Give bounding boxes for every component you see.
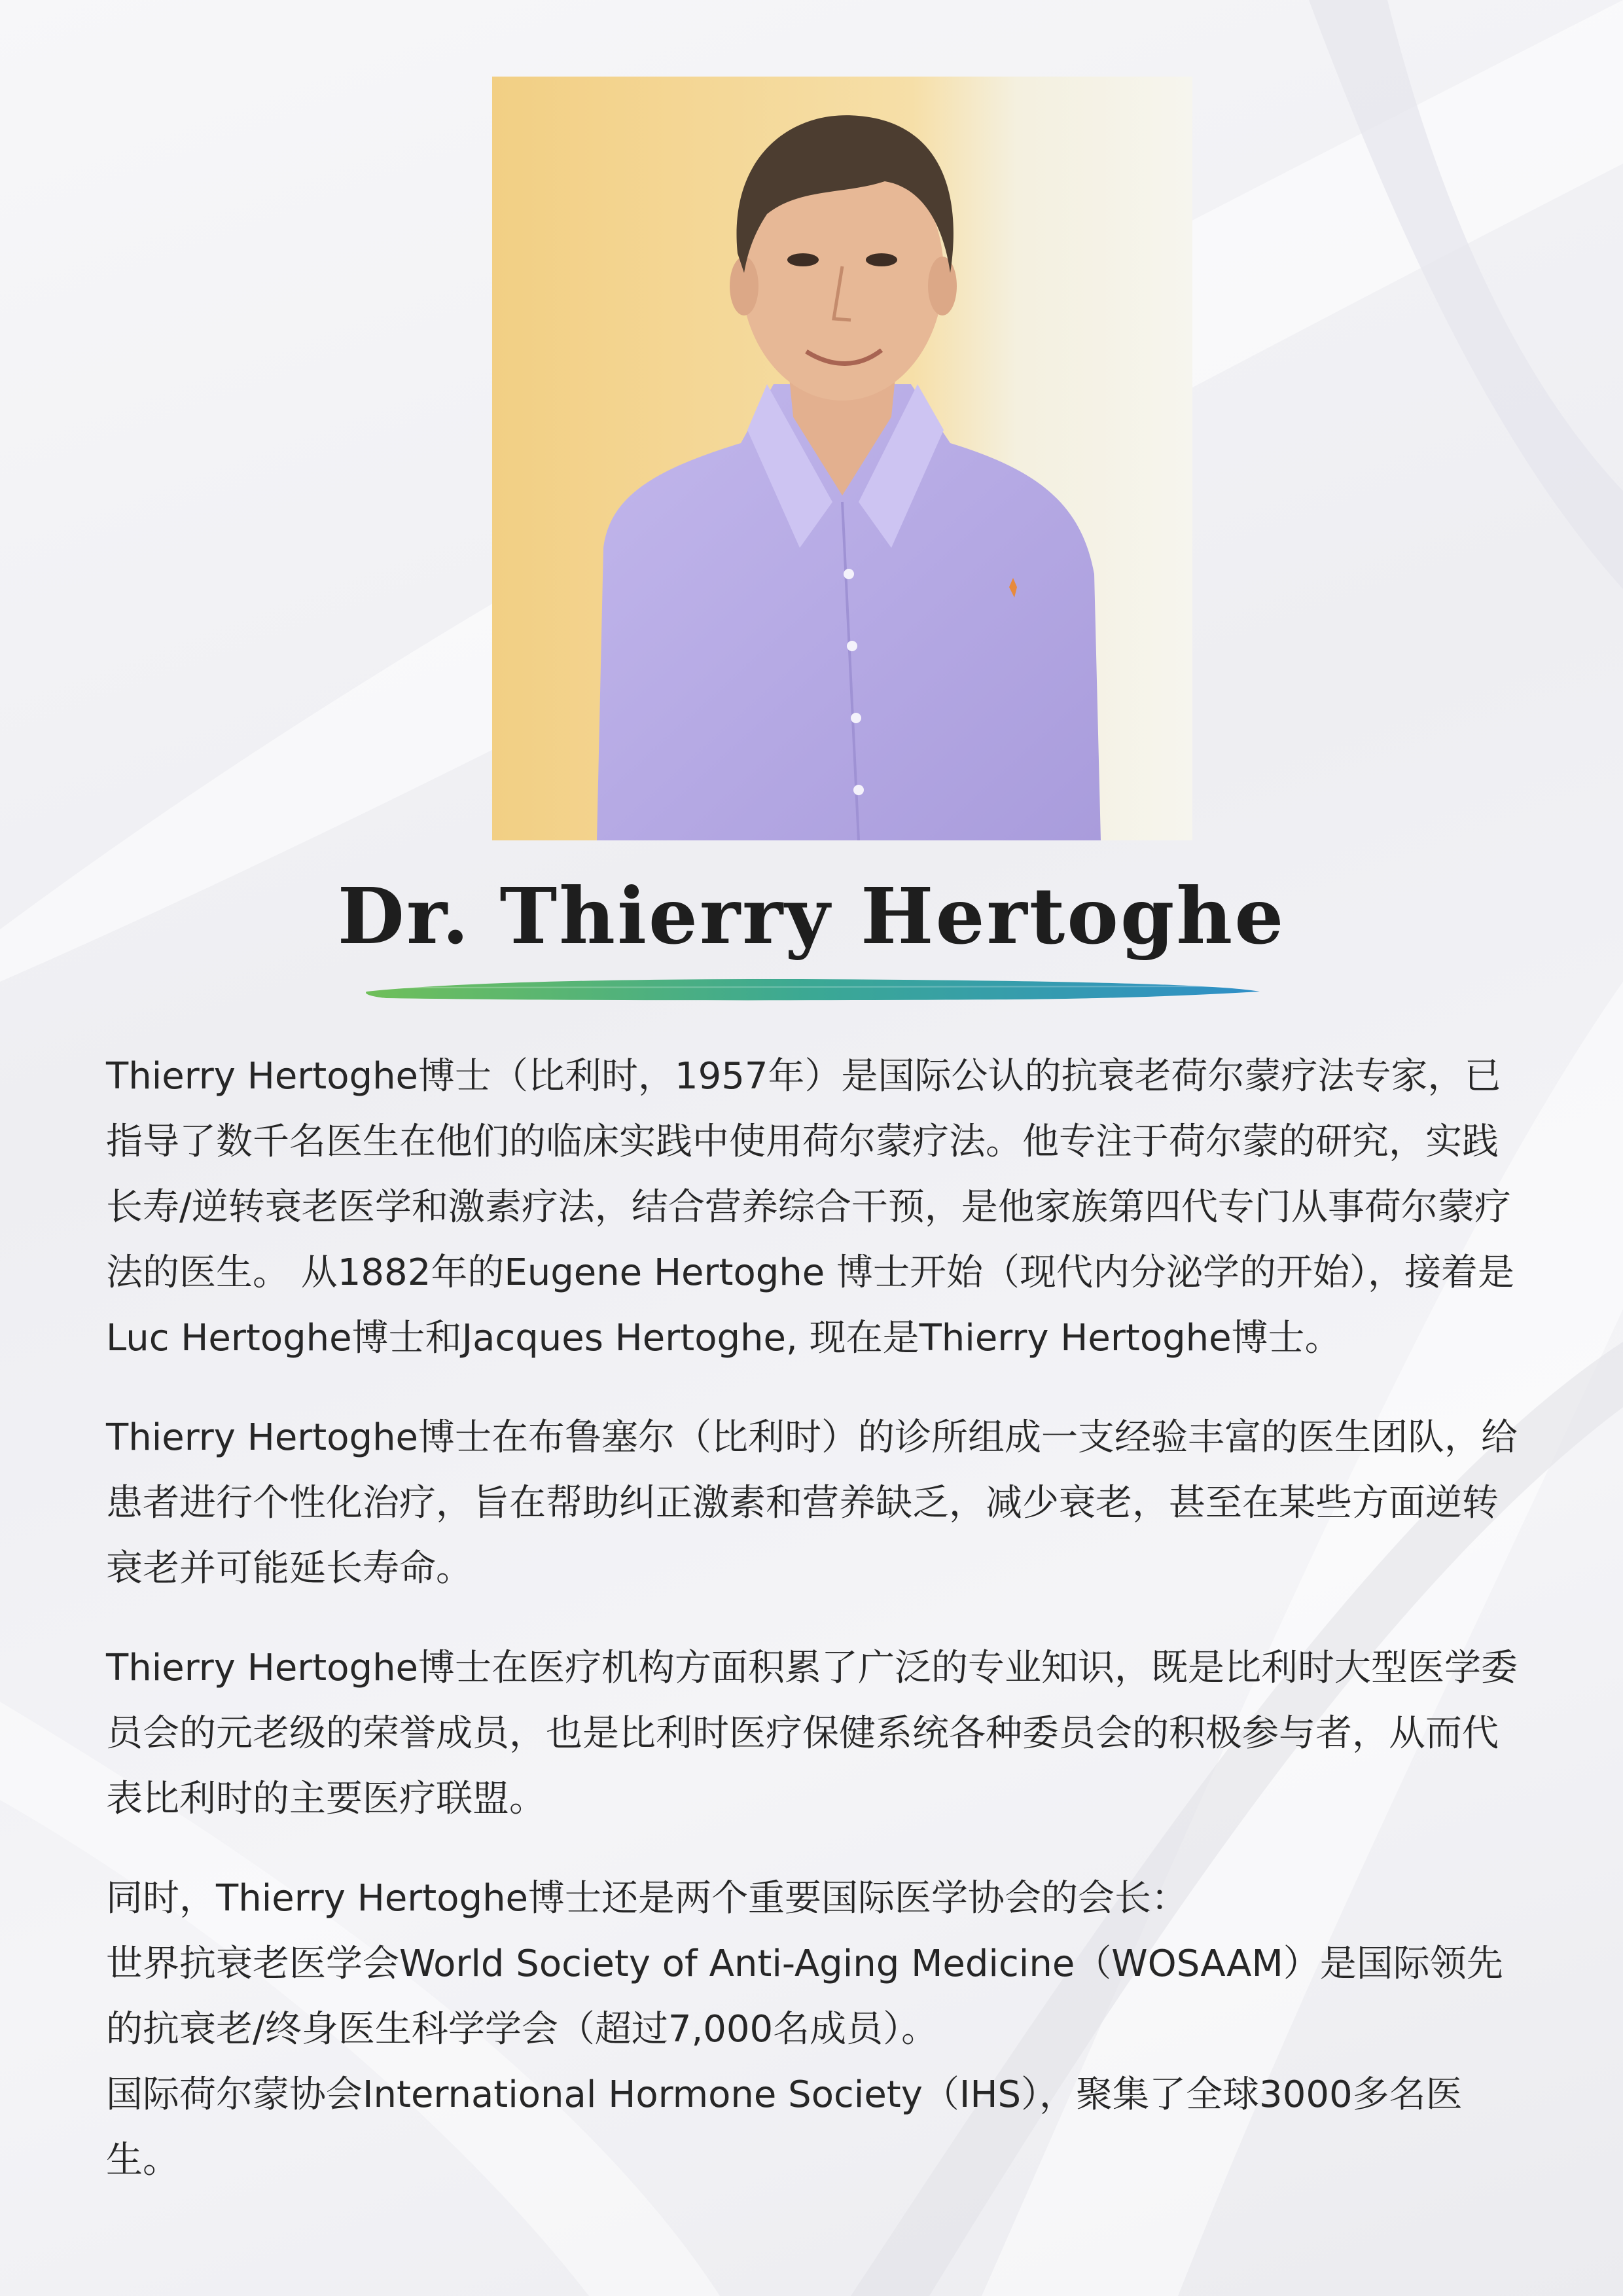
- bio-association-ihs: 国际荷尔蒙协会International Hormone Society（IHS），聚集了全球3000多名医生。: [106, 2073, 1463, 2181]
- bio-paragraph-2: Thierry Hertoghe博士在布鲁塞尔（比利时）的诊所组成一支经验丰富的医生团队，给患者进行个性化治疗，旨在帮助纠正激素和营养缺乏，减少衰老，甚至在某些方面逆转衰老并可能延长寿命。: [106, 1416, 1518, 1590]
- bio-paragraph-4: [106, 1866, 1526, 2193]
- brush-stroke-divider: [360, 972, 1263, 1005]
- portrait-photo: [492, 77, 1192, 840]
- person-name: Dr. Thierry Hertoghe: [337, 870, 1286, 961]
- biography: [106, 1044, 1526, 2193]
- bio-paragraph-3: Thierry Hertoghe博士在医疗机构方面积累了广泛的专业知识，既是比利时大型医学委员会的元老级的荣誉成员，也是比利时医疗保健系统各种委员会的积极参与者，从而代表比利时的主要医疗联盟。: [106, 1647, 1518, 1820]
- bio-paragraph-1: Thierry Hertoghe博士（比利时，1957年）是国际公认的抗衰老荷尔蒙疗法专家，已指导了数千名医生在他们的临床实践中使用荷尔蒙疗法。他专注于荷尔蒙的研究，实践长寿/逆转衰老医学和激素疗法，结合营养综合干预，是他家族第四代专门从事荷尔蒙疗法的医生。 从1882年的Eugene Hertoghe 博士开始（现代内分泌学的开始），接着是Luc Hertoghe博士和Jacques Hertoghe, 现在是Thierry Hertoghe博士。: [106, 1055, 1515, 1359]
- bio-associations-intro: 同时，Thierry Hertoghe博士还是两个重要国际医学协会的会长：: [106, 1877, 1188, 1920]
- bio-association-wosaam: 世界抗衰老医学会World Society of Anti-Aging Medicine（WOSAAM）是国际领先的抗衰老/终身医生科学学会（超过7,000名成员）。: [106, 1943, 1503, 2051]
